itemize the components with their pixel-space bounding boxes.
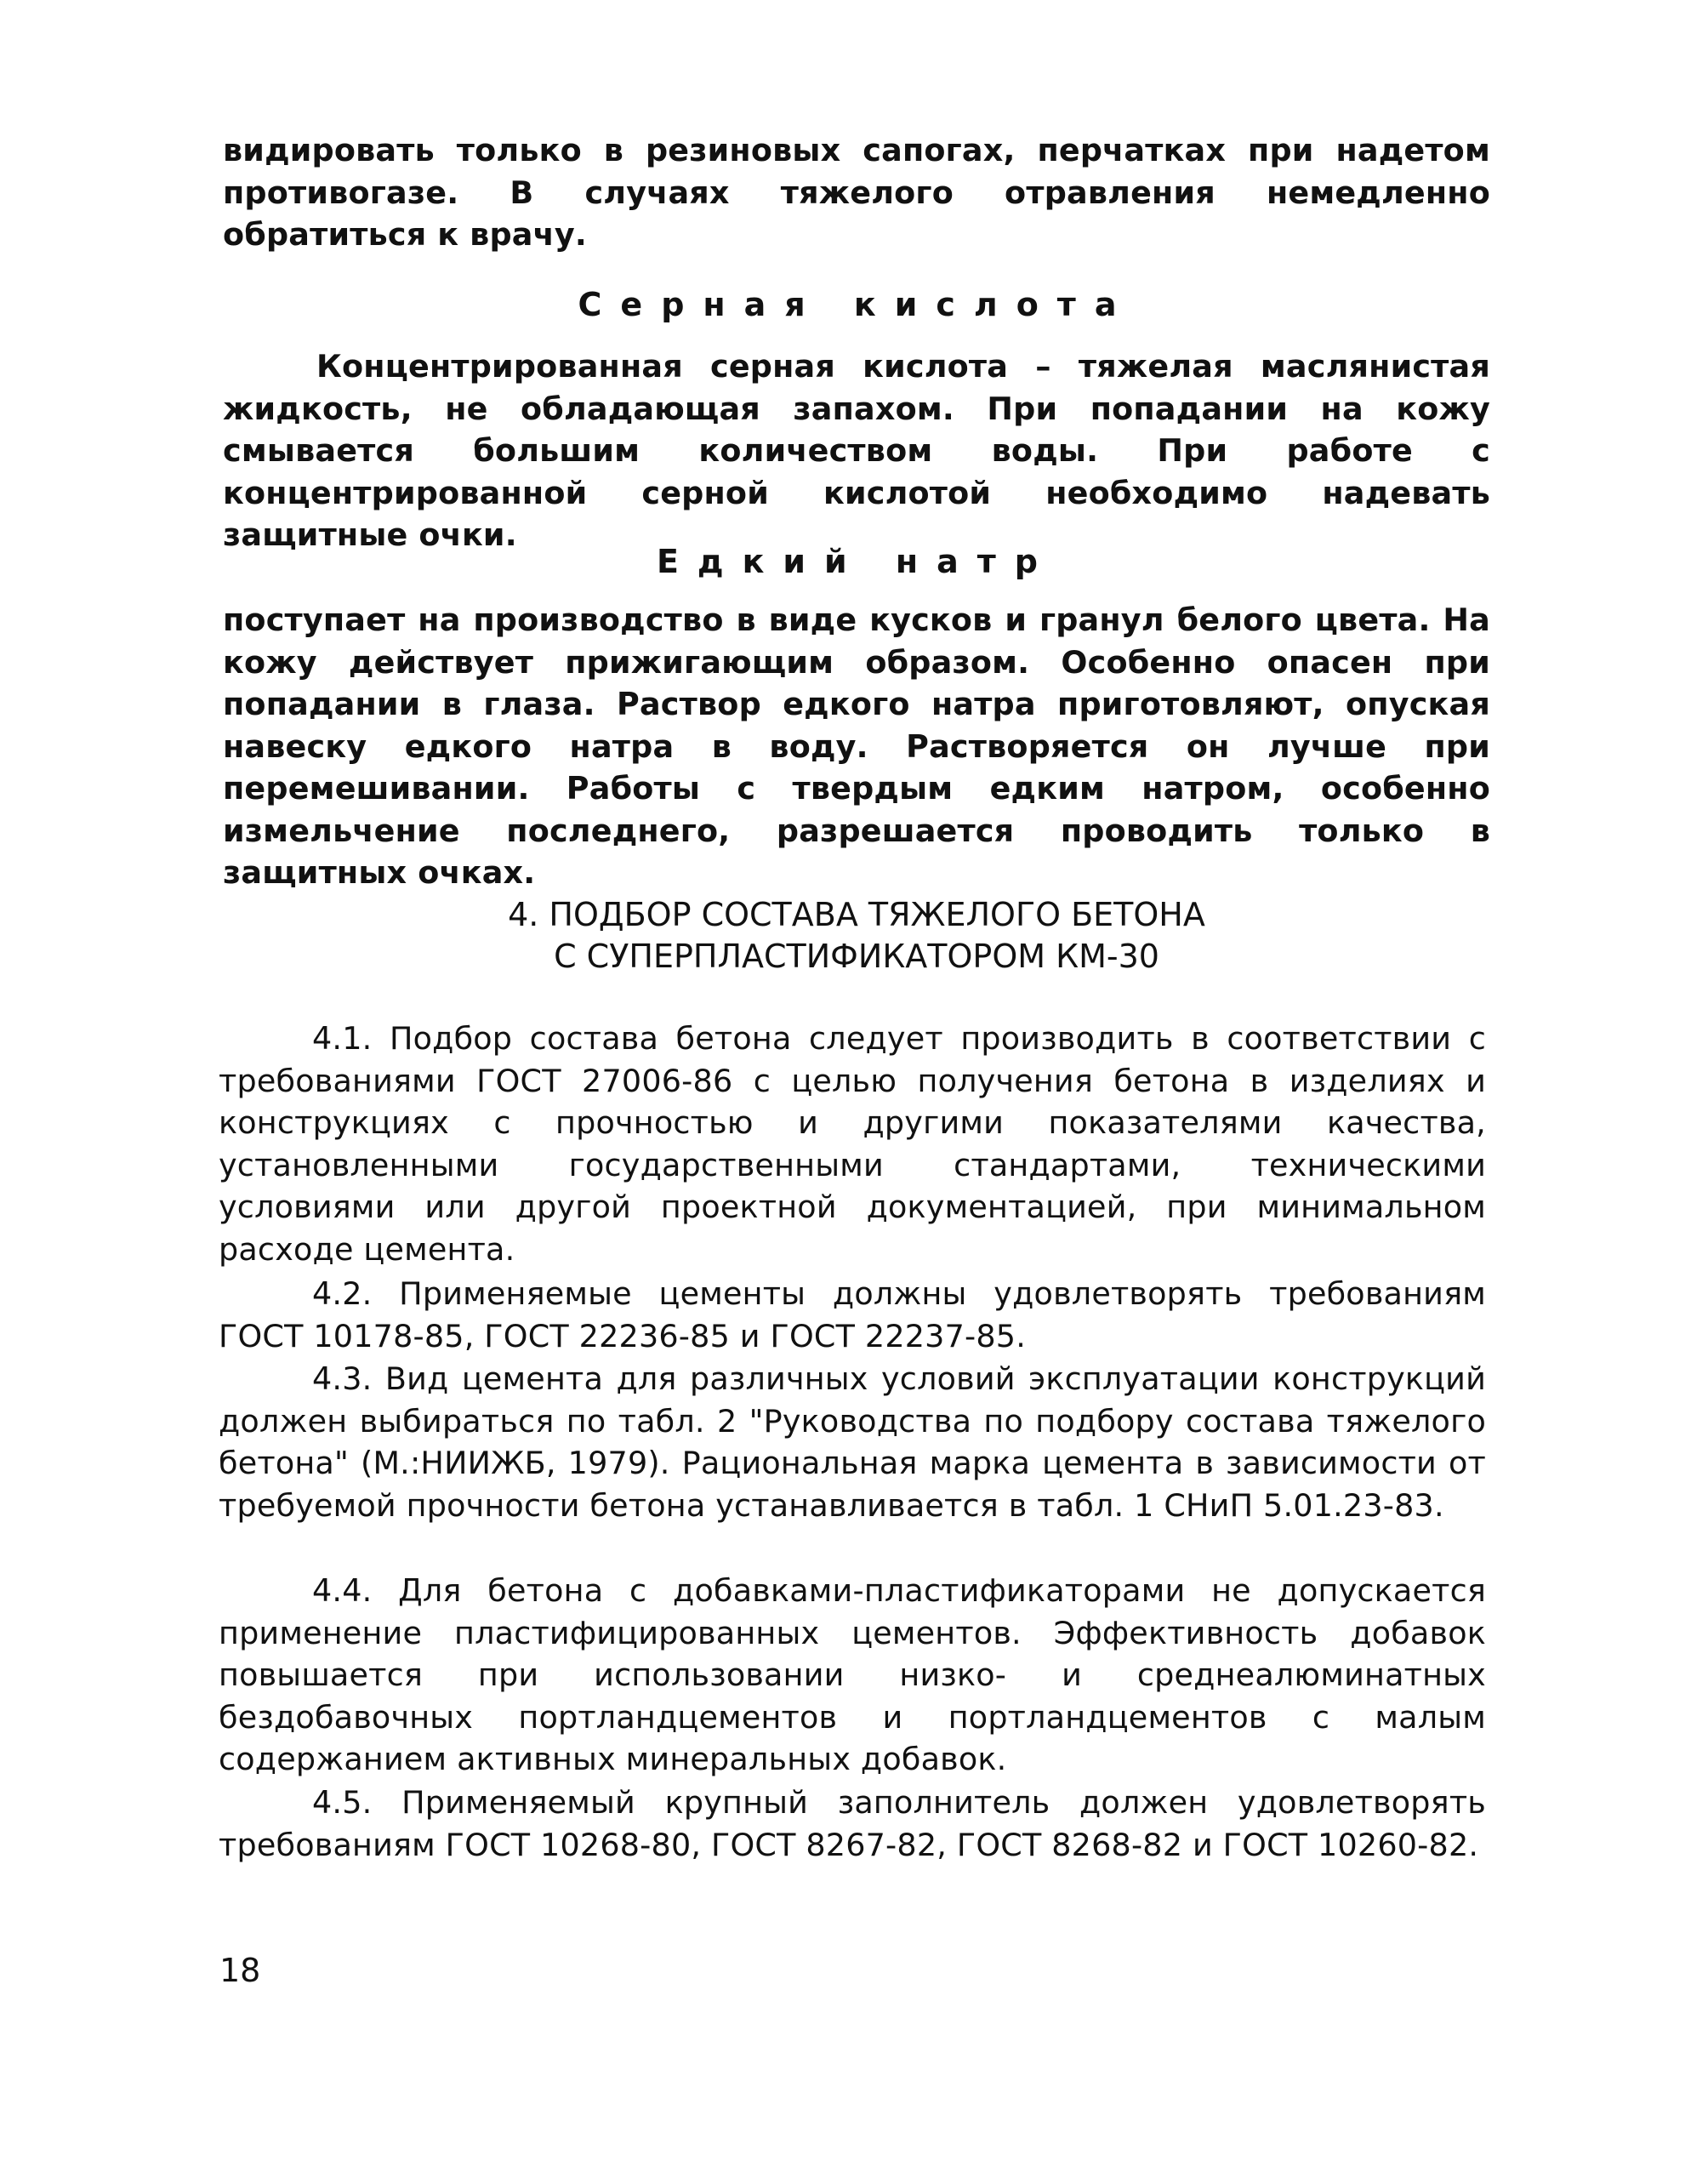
paragraph-4-1: 4.1. Подбор состава бетона следует производить в соответствии с требованиями ГОСТ 27006-86 с целью получения бетона в изделиях и конструкциях с прочностью и другими показателями качества, установленными государственными стандартами, техническими условиями или другой проектной документацией, при минимальном расходе цемента. [219,1020,1486,1268]
paragraph-4-2: 4.2. Применяемые цементы должны удовлетворять требованиям ГОСТ 10178-85, ГОСТ 22236-85 и ГОСТ 22237-85. [219,1275,1486,1354]
caustic-soda-paragraph: поступает на производство в виде кусков и гранул белого цвета. На кожу действует прижигающим образом. Особенно опасен при попадании в глаза. Раствор едкого натра приготовляют, опуская навеску едкого натра в воду. Растворяется он лучше при перемешивании. Работы с твердым едким натром, особенно измельчение последнего, разрешается проводить только в защитных очках. [223,602,1490,891]
sulfuric-acid-heading: Серная кислота [578,286,1136,323]
caustic-soda-heading: Едкий натр [656,543,1057,580]
paragraph-4-5: 4.5. Применяемый крупный заполнитель должен удовлетворять требованиям ГОСТ 10268-80, ГОСТ 8267-82, ГОСТ 8268-82 и ГОСТ 10260-82. [219,1784,1486,1863]
page-number: 18 [219,1952,261,1989]
paragraph-4-3: 4.3. Вид цемента для различных условий эксплуатации конструкций должен выбираться по табл. 2 "Руководства по подбору состава тяжелого бетона" (М.:НИИЖБ, 1979). Рациональная марка цемента в зависимости от требуемой прочности бетона устанавливается в табл. 1 СНиП 5.01.23-83. [219,1360,1486,1524]
section-4-title-line-1: 4. ПОДБОР СОСТАВА ТЯЖЕЛОГО БЕТОНА [508,896,1205,933]
section-4-title-line-2: С СУПЕРПЛАСТИФИКАТОРОМ КМ-30 [554,938,1159,975]
intro-paragraph: видировать только в резиновых сапогах, перчатках при надетом противогазе. В случаях тяжелого отравления немедленно обратиться к врачу. [223,132,1490,253]
paragraph-4-4: 4.4. Для бетона с добавками-пластификаторами не допускается применение пластифицированных цементов. Эффективность добавок повышается при использовании низко- и среднеалюминатных бездобавочных портландцементов и портландцементов с малым содержанием активных минеральных добавок. [219,1572,1486,1777]
sulfuric-acid-paragraph: Концентрированная серная кислота – тяжелая маслянистая жидкость, не обладающая запахом. При попадании на кожу смывается большим количеством воды. При работе с концентрированной серной кислотой необходимо надевать защитные очки. [223,348,1490,553]
